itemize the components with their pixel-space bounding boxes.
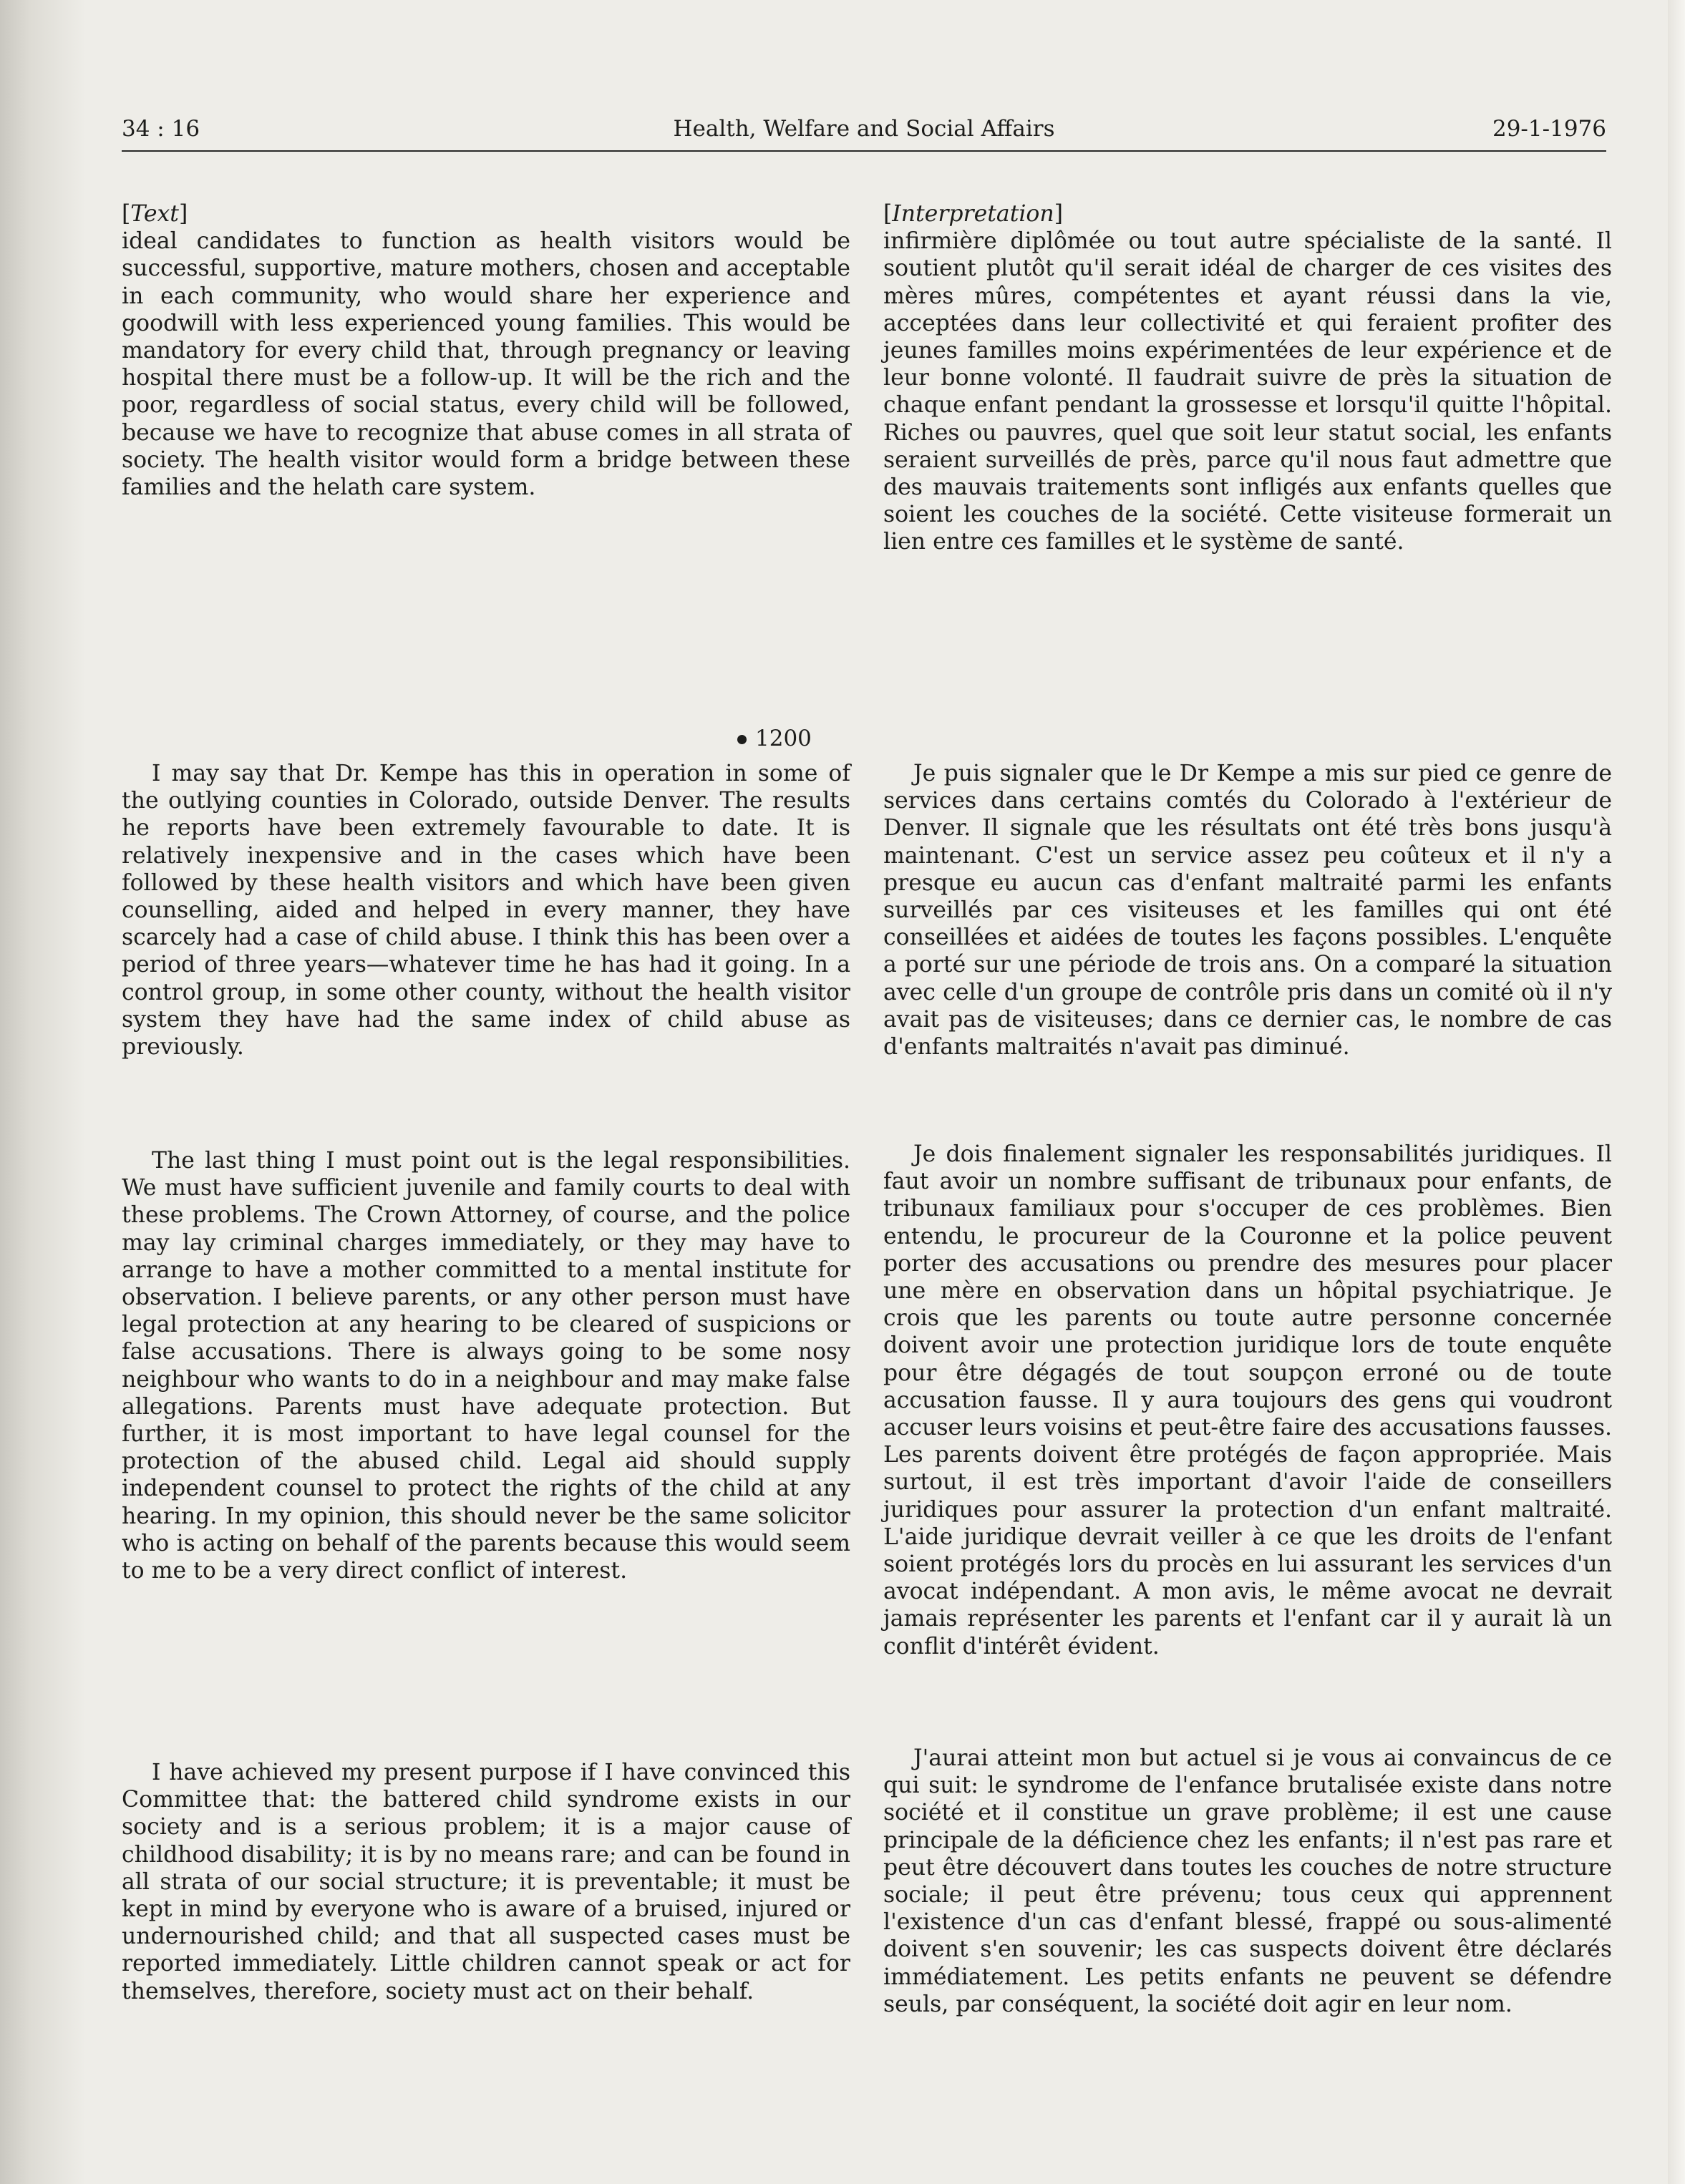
- page-edge-shadow: [0, 0, 86, 2184]
- left-column-section-1: [122, 200, 850, 501]
- page-edge-right: [1668, 0, 1685, 2184]
- right-column-section-2: [883, 760, 1612, 1061]
- right-column-section-1: [883, 200, 1612, 556]
- left-column-section-2: [122, 760, 850, 1061]
- paragraph: I may say that Dr. Kempe has this in operation in some of the outlying counties in Colorado, outside Denver. The results he reports have been extremely favourable to date. It is relatively inexpensive and in the cases which have been followed by these health visitors and which have been given counselling, aided and helped in every manner, they have scarcely had a case of child abuse. I think this has been over a period of three years—whatever time he has had it going. In a control group, in some other county, without the health visitor system they have had the same index of child abuse as previously.: [122, 761, 850, 1061]
- paragraph: ideal candidates to function as health visitors would be successful, supportive, mature mothers, chosen and acceptable in each community, who would share her experience and goodwill with less experienced young families. This would be mandatory for every child that, through pregnancy or leaving hospital there must be a follow-up. It will be the rich and the poor, regardless of social status, every child will be followed, because we have to recognize that abuse comes in all strata of society. The health visitor would form a bridge between these families and the helath care system.: [122, 228, 850, 501]
- paragraph: infirmière diplômée ou tout autre spécialiste de la santé. Il soutient plutôt qu'il serait idéal de charger de ces visites des mères mûres, compétentes et ayant réussi dans la vie, acceptées dans leur collectivité et qui feraient profiter des jeunes familles moins expérimentées de leur expérience et de leur bonne volonté. Il faudrait suivre de près la situation de chaque enfant pendant la grossesse et lorsqu'il quitte l'hôpital. Riches ou pauvres, quel que soit leur statut social, les enfants seraient surveillés de près, parce qu'il nous faut admettre que des mauvais traitements sont infligés aux enfants quelles que soient les couches de la société. Cette visiteuse formerait un lien entre ces familles et le système de santé.: [883, 228, 1612, 555]
- page-number: 34 : 16: [122, 116, 200, 142]
- time-marker: [737, 726, 812, 751]
- paragraph: J'aurai atteint mon but actuel si je vous ai convaincus de ce qui suit: le syndrome de l'enfance brutalisée existe dans notre société et il constitue un grave problème; il est une cause principale de la déficience chez les enfants; il n'est pas rare et peut être découvert dans toutes les couches de notre structure sociale; il peut être prévenu; tous ceux qui apprennent l'existence d'un cas d'enfant blessé, frappé ou sous-alimenté doivent s'en souvenir; les cas suspects doivent être déclarés immédiatement. Les petits enfants ne peuvent se défendre seuls, par conséquent, la société doit agir en leur nom.: [883, 1745, 1612, 2017]
- paragraph: I have achieved my present purpose if I have convinced this Committee that: the battered child syndrome exists in our society and is a serious problem; it is a major cause of childhood disability; it is by no means rare; and can be found in all strata of our social structure; it is preventable; it must be kept in mind by everyone who is aware of a bruised, injured or undernourished child; and that all suspected cases must be reported immediately. Little children cannot speak or act for themselves, therefore, society must act on their behalf.: [122, 1760, 850, 2004]
- paragraph: Je dois finalement signaler les responsabilités juridiques. Il faut avoir un nombre suffisant de tribunaux pour enfants, de tribunaux familiaux pour s'occuper de ces problèmes. Bien entendu, le procureur de la Couronne et la police peuvent porter des accusations ou prendre des mesures pour placer une mère en observation dans un hôpital psychiatrique. Je crois que les parents ou toute autre personne concernée doivent avoir une protection juridique lors de toute enquête pour être dégagés de tout soupçon erroné ou de toute accusation fausse. Il y aura toujours des gens qui voudront accuser leurs voisins et peut-être faire des accusations fausses. Les parents doivent être protégés de façon appropriée. Mais surtout, il est très important d'avoir l'aide de conseillers juridiques pour assurer la protection d'un enfant maltraité. L'aide juridique devrait veiller à ce que les droits de l'enfant soient protégés lors du procès en lui assurant les services d'un avocat indépendant. A mon avis, le même avocat ne devrait jamais représenter les parents et l'enfant car il y aurait là un conflit d'intérêt évident.: [883, 1141, 1612, 1659]
- left-column-section-4: [122, 1759, 850, 2005]
- time-marker-value: 1200: [755, 726, 812, 751]
- column-label-text: [Text]: [122, 201, 188, 227]
- publication-title: Health, Welfare and Social Affairs: [673, 116, 1055, 142]
- bullet-icon: [737, 735, 747, 744]
- running-header: [122, 116, 1606, 155]
- header-date: 29-1-1976: [1492, 116, 1606, 142]
- right-column-section-3: [883, 1141, 1612, 1660]
- header-rule: [122, 150, 1606, 152]
- paragraph: The last thing I must point out is the legal responsibilities. We must have sufficient juvenile and family courts to deal with these problems. The Crown Attorney, of course, and the police may lay criminal charges immediately, or they may have to arrange to have a mother committed to a mental institute for observation. I believe parents, or any other person must have legal protection at any hearing to be cleared of suspicions or false accusations. There is always going to be some nosy neighbour who wants to do in a neighbour and may make false allegations. Parents must have adequate protection. But further, it is most important to have legal counsel for the protection of the abused child. Legal aid should supply independent counsel to protect the rights of the child at any hearing. In my opinion, this should never be the same solicitor who is acting on behalf of the parents because this would seem to me to be a very direct conflict of interest.: [122, 1148, 850, 1584]
- column-label-interpretation: [Interpretation]: [883, 201, 1063, 227]
- paragraph: Je puis signaler que le Dr Kempe a mis sur pied ce genre de services dans certains comtés du Colorado à l'extérieur de Denver. Il signale que les résultats ont été très bons jusqu'à maintenant. C'est un service assez peu coûteux et il n'y a presque eu aucun cas d'enfant maltraité parmi les enfants surveillés par ces visiteuses et les familles qui ont été conseillées et aidées de toutes les façons possibles. L'enquête a porté sur une période de trois ans. On a comparé la situation avec celle d'un groupe de contrôle pris dans un comité où il n'y avait pas de visiteuses; dans ce dernier cas, le nombre de cas d'enfants maltraités n'avait pas diminué.: [883, 761, 1612, 1061]
- right-column-section-4: [883, 1745, 1612, 2018]
- left-column-section-3: [122, 1147, 850, 1584]
